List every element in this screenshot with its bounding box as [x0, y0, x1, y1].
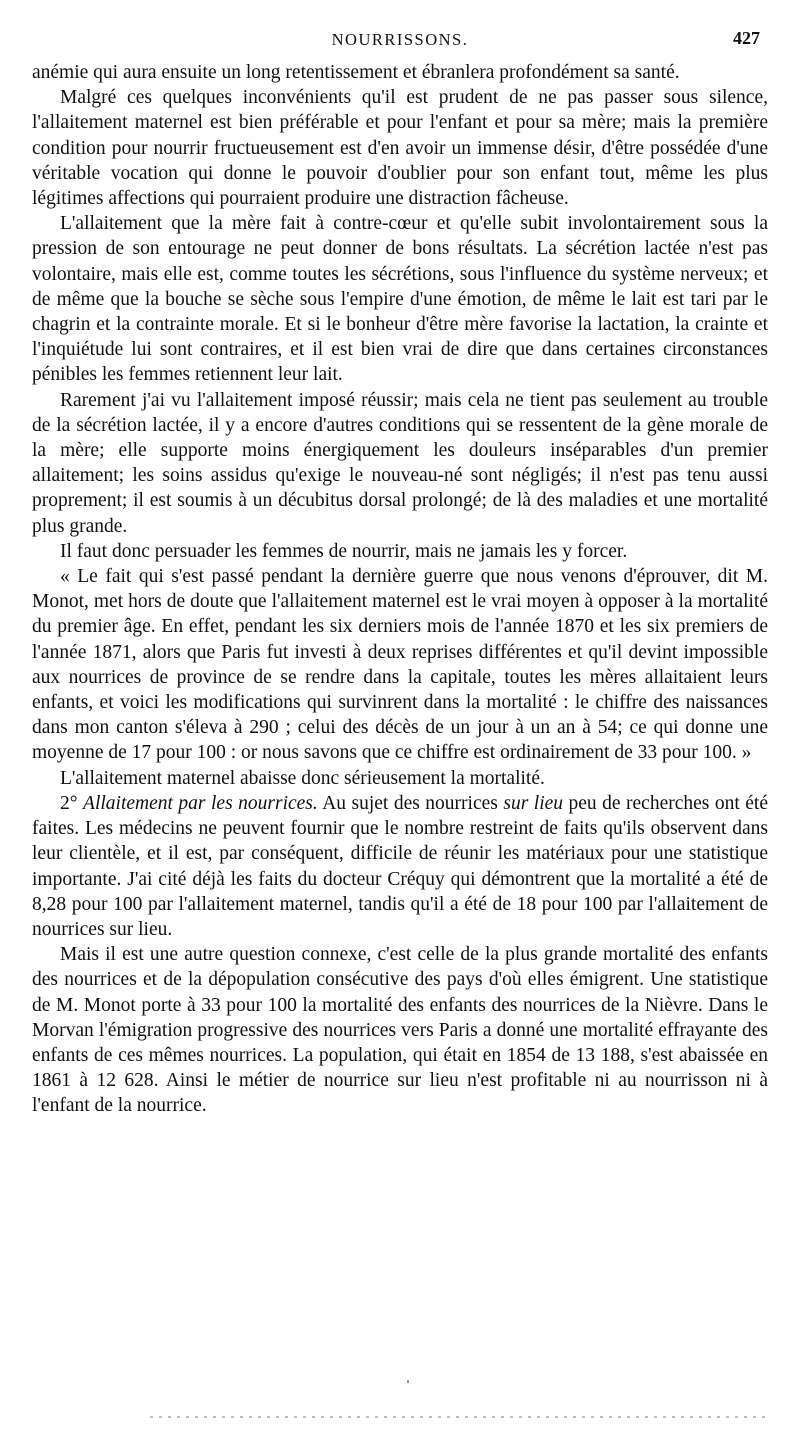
footer-rule — [150, 1416, 770, 1418]
paragraph-persuasion: Il faut donc persuader les femmes de nourrir, mais ne jamais les y forcer. — [60, 540, 628, 562]
running-title: NOURRISSONS. — [331, 30, 469, 49]
paragraph-wet-nurses — [32, 791, 768, 942]
running-header — [32, 26, 768, 60]
book-page — [32, 26, 768, 1119]
section-text-mid: Au sujet des nourrices — [317, 792, 504, 814]
paragraph-imposed-nursing: Rarement j'ai vu l'allaitement imposé réussir; mais cela ne tient pas seulement au trouble de la sécrétion lactée, il y a encore d'autres conditions qui se ressentent de la gène morale de la mère; elle supporte moins énergiquement les douleurs inséparables d'un premier allaitement; les soins assidus qu'exige le nouveau-né sont négligés; il n'est pas tenu aussi proprement; il est soumis à un décubitus dorsal prolongé; de là des maladies et une mortalité plus grande. — [32, 389, 768, 537]
section-italic-term: sur lieu — [503, 792, 564, 814]
section-heading: Allaitement par les nourrices. — [83, 792, 318, 814]
paragraph-monot-quote: « Le fait qui s'est passé pendant la dernière guerre que nous venons d'éprouver, dit M. Monot, met hors de doute que l'allaitement maternel est le vrai moyen à opposer à la mortalité du premier âge. En effet, pendant les six derniers mois de l'année 1870 et les six premiers de l'année 1871, alors que Paris fut investi à deux reprises différentes et qu'il devint impossible aux nourrices de province de se rendre dans la capitale, toutes les mères allaitaient leurs enfants, et voici les modifications qui survinrent dans la mortalité : le chiffre des naissances dans mon canton s'éleva à 290 ; celui des décès de un jour à un an à 54; ce qui donne une moyenne de 17 pour 100 : or nous savons que ce chiffre est ordinairement de 33 pour 100. » — [32, 566, 768, 764]
paragraph-conclusion: L'allaitement maternel abaisse donc sérieusement la mortalité. — [60, 767, 545, 789]
paragraph-depopulation: Mais il est une autre question connexe, c'est celle de la plus grande mortalité des enfants des nourrices et de la dépopulation consécutive des pays d'où elles émigrent. Une statistique de M. Monot porte à 33 pour 100 la mortalité des enfants des nourrices de la Nièvre. Dans le Morvan l'émigration progressive des nourrices vers Paris a donné une mortalité effrayante des enfants de ces mêmes nourrices. La population, qui était en 1854 de 13 188, s'est abaissée en 1861 à 12 628. Ainsi le métier de nourrice sur lieu n'est profitable ni au nourrisson ni à l'enfant de la nourrice. — [32, 944, 768, 1117]
paragraph-reluctant-nursing: L'allaitement que la mère fait à contre-cœur et qu'elle subit involontairement sous la pression de son entourage ne peut donner de bons résultats. La sécrétion lactée n'est pas volontaire, mais elle est, comme toutes les sécrétions, sous l'influence du système nerveux; et de même que la bouche se sèche sous l'empire d'une émotion, de même le lait est tari par le chagrin et la contrainte morale. Et si le bonheur d'être mère favorise la lactation, la crainte et l'inquiétude lui sont contraires, et il est bien vrai de dire que dans certaines circonstances pénibles les femmes retiennent leur lait. — [32, 213, 768, 386]
page-number: 427 — [733, 28, 760, 48]
section-number: 2° — [60, 792, 84, 814]
print-speck — [407, 1380, 409, 1383]
section-text: peu de recherches ont été faites. Les médecins ne peuvent fournir que le nombre restreint de faits qu'ils observent dans leur clientèle, et il est, par conséquent, difficile de réunir les matériaux pour une statistique importante. J'ai cité déjà les faits du docteur Créquy qui démontrent que la mortalité a été de 8,28 pour 100 par l'allaitement maternel, tandis qu'il a été de 18 pour 100 par l'allaitement de nourrices sur lieu. — [32, 792, 769, 940]
paragraph-continuation: anémie qui aura ensuite un long retentissement et ébranlera profondément sa santé. — [32, 62, 680, 83]
paragraph-maternal-nursing: Malgré ces quelques inconvénients qu'il est prudent de ne pas passer sous silence, l'allaitement maternel est bien préférable et pour l'enfant et pour sa mère; mais la première condition pour nourrir fructueusement est d'en avoir un immense désir, d'être possédée d'une véritable vocation qui donne le pouvoir d'oublier pour son enfant tout, même les plus légitimes affections qui pourraient produire une distraction fâcheuse. — [32, 87, 768, 210]
